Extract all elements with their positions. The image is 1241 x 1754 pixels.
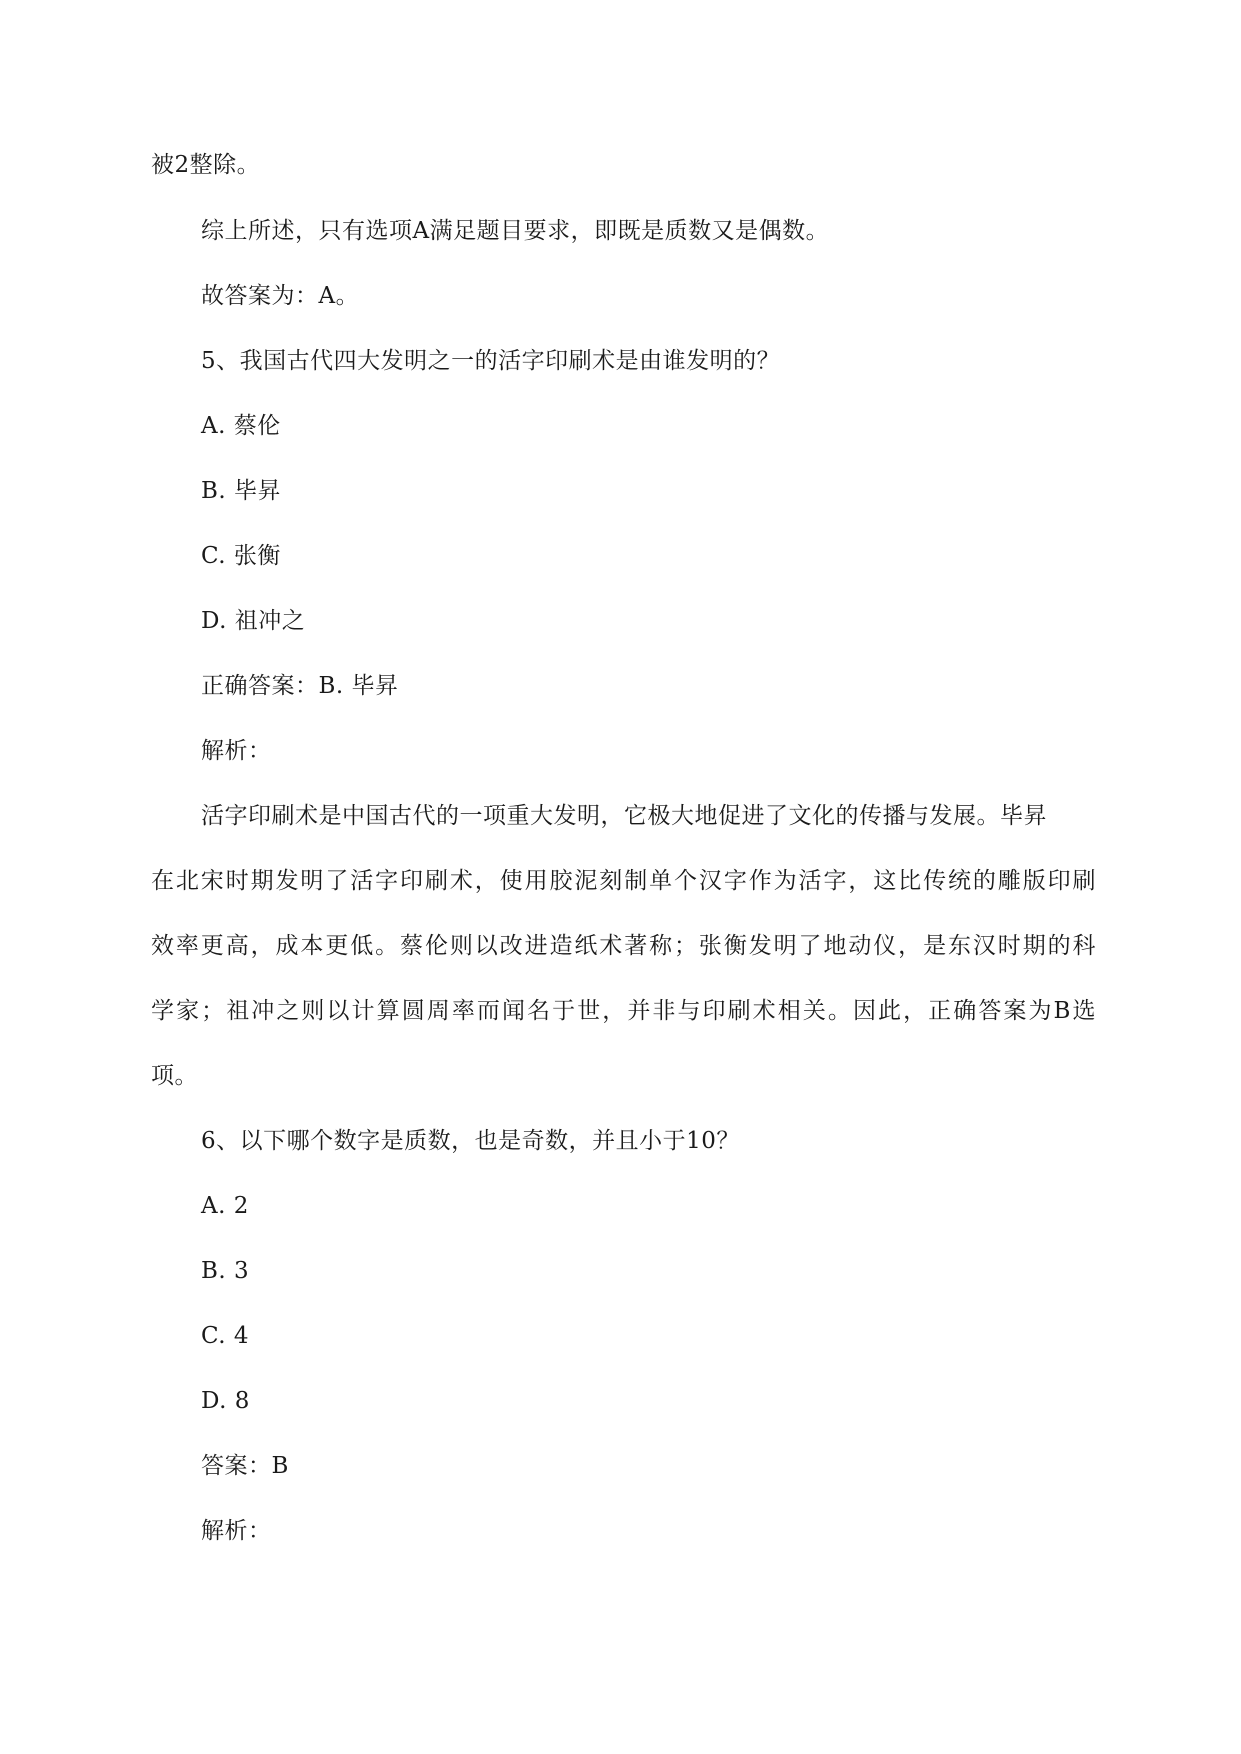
question-6-option-c: C. 4 (201, 1323, 250, 1349)
question-6-option-b: B. 3 (201, 1258, 250, 1284)
question-5-option-d: D. 祖冲之 (201, 608, 306, 634)
question-5-analysis-label: 解析： (201, 738, 272, 764)
previous-summary: 综上所述，只有选项A满足题目要求，即既是质数又是偶数。 (201, 218, 830, 244)
question-5-text: 5、我国古代四大发明之一的活字印刷术是由谁发明的？ (201, 348, 781, 374)
question-5-analysis-line: 效率更高，成本更低。蔡伦则以改进造纸术著称；张衡发明了地动仪，是东汉时期的科 (151, 933, 1096, 959)
question-5-analysis-line: 在北宋时期发明了活字印刷术，使用胶泥刻制单个汉字作为活字，这比传统的雕版印刷 (151, 868, 1096, 894)
question-5-option-b: B. 毕昇 (201, 478, 282, 504)
previous-explanation-tail: 被2整除。 (151, 152, 261, 178)
question-5-analysis-line: 学家；祖冲之则以计算圆周率而闻名于世，并非与印刷术相关。因此，正确答案为B选 (151, 998, 1096, 1024)
question-6-analysis-label: 解析： (201, 1518, 272, 1544)
question-5-option-a: A. 蔡伦 (201, 413, 281, 439)
question-6-option-a: A. 2 (201, 1193, 249, 1219)
question-5-answer: 正确答案：B. 毕昇 (201, 673, 399, 699)
question-6-answer: 答案：B (201, 1453, 289, 1479)
question-6-text: 6、以下哪个数字是质数，也是奇数，并且小于10？ (201, 1128, 740, 1154)
question-5-analysis-line: 项。 (151, 1063, 198, 1089)
question-5-analysis-line: 活字印刷术是中国古代的一项重大发明，它极大地促进了文化的传播与发展。毕昇 (201, 803, 1047, 829)
question-6-option-d: D. 8 (201, 1388, 250, 1414)
question-5-option-c: C. 张衡 (201, 543, 281, 569)
previous-answer: 故答案为：A。 (201, 283, 360, 309)
